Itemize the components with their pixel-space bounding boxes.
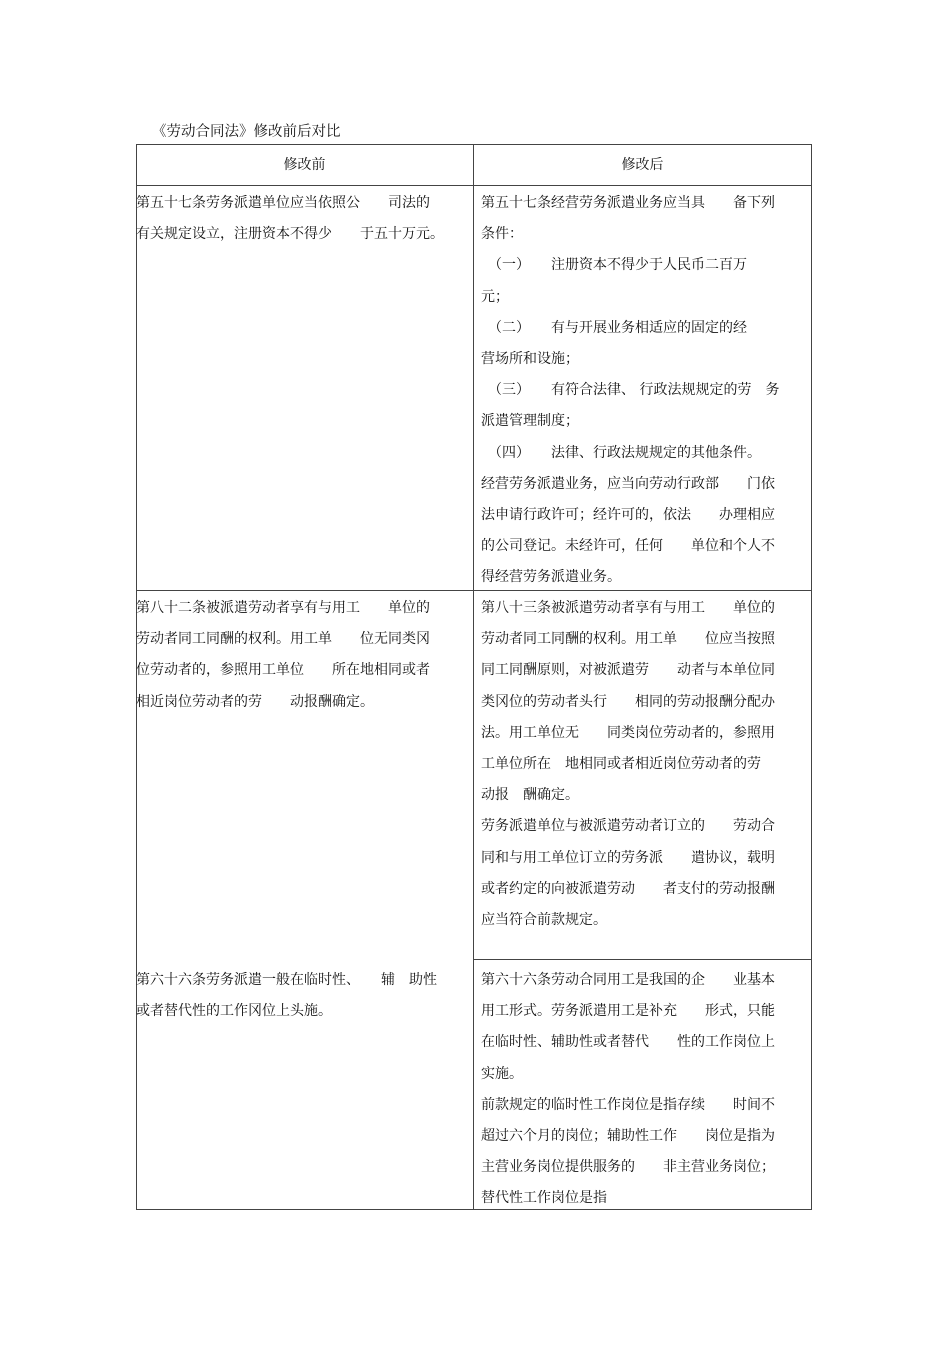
row1-before-cell <box>136 188 472 250</box>
text-line: 劳动者同工同酬的权利。用工单 位应当按照 <box>481 631 775 648</box>
text-line: 第八十二条被派遣劳动者享有与用工 单位的 <box>136 600 430 616</box>
text-line: 有关规定设立，注册资本不得少 于五十万元。 <box>136 226 444 243</box>
text-line: 条件： <box>481 226 523 243</box>
comparison-table <box>136 144 812 1210</box>
text-line: 法。用工单位无 同类岗位劳动者的，参照用 <box>481 724 775 741</box>
text-line: 劳动者同工同酬的权利。用工单 位无同类冈 <box>136 631 430 648</box>
text-line: （三） 有符合法律、 行政法规规定的劳 务 <box>481 382 780 399</box>
text-line: 动报 酬确定。 <box>481 787 579 804</box>
text-line: 的公司登记。未经许可，任何 单位和个人不 <box>481 538 775 555</box>
text-line: 用工形式。劳务派遣用工是补充 形式，只能 <box>481 1003 775 1020</box>
text-line: 得经营劳务派遣业务。 <box>481 569 621 586</box>
column-header-before: 修改前 <box>283 157 326 173</box>
table-border-top <box>136 144 812 145</box>
text-line: 同工同酬原则，对被派遣劳 动者与本单位同 <box>481 662 775 679</box>
table-column-divider <box>473 144 474 1210</box>
text-line: 工单位所在 地相同或者相近岗位劳动者的劳 <box>481 755 761 772</box>
text-line: （四） 法律、行政法规规定的其他条件。 <box>481 444 761 461</box>
text-line: 类冈位的劳动者头行 相同的劳动报酬分配办 <box>481 693 775 710</box>
text-line: 实施。 <box>481 1065 523 1082</box>
row1-after-cell <box>481 188 811 593</box>
text-line: 超过六个月的岗位；辅助性工作 岗位是指为 <box>481 1127 775 1144</box>
column-header-after: 修改后 <box>621 157 664 173</box>
text-line: 经营劳务派遣业务，应当向劳动行政部 门依 <box>481 475 775 492</box>
document-title: 《劳动合同法》修改前后对比 <box>152 124 341 140</box>
row2-after-cell <box>481 593 811 936</box>
row3-before-cell <box>136 965 472 1027</box>
row2-before-cell <box>136 593 472 718</box>
text-line: （一） 注册资本不得少于人民币二百万 <box>481 257 747 274</box>
text-line: 劳务派遣单位与被派遣劳动者订立的 劳动合 <box>481 818 775 835</box>
text-line: 营场所和设施； <box>481 350 579 367</box>
text-line: 应当符合前款规定。 <box>481 911 607 928</box>
text-line: 第五十七条劳务派遣单位应当依照公 司法的 <box>136 195 430 211</box>
text-line: 位劳动者的，参照用工单位 所在地相同或者 <box>136 662 430 679</box>
table-row-divider <box>473 959 812 960</box>
text-line: 或者约定的向被派遣劳动 者支付的劳动报酬 <box>481 880 775 897</box>
text-line: 或者替代性的工作冈位上头施。 <box>136 1003 332 1020</box>
text-line: 元； <box>481 288 509 305</box>
row3-after-cell <box>481 965 811 1215</box>
text-line: 第六十六条劳务派遣一般在临时性、 辅 助性 <box>136 972 437 988</box>
text-line: 在临时性、辅助性或者替代 性的工作岗位上 <box>481 1034 775 1051</box>
table-border-right <box>811 144 812 1210</box>
text-line: 法申请行政许可；经许可的，依法 办理相应 <box>481 506 775 523</box>
text-line: 主营业务岗位提供服务的 非主营业务岗位； <box>481 1159 775 1176</box>
text-line: 第八十三条被派遣劳动者享有与用工 单位的 <box>481 600 775 616</box>
text-line: 前款规定的临时性工作岗位是指存续 时间不 <box>481 1096 775 1113</box>
text-line: 同和与用工单位订立的劳务派 遣协议，载明 <box>481 849 775 866</box>
text-line: 派遣管理制度； <box>481 413 579 430</box>
text-line: 替代性工作岗位是指 <box>481 1190 607 1207</box>
text-line: 第五十七条经营劳务派遣业务应当具 备下列 <box>481 195 775 211</box>
table-header-divider <box>136 185 812 186</box>
text-line: 相近岗位劳动者的劳 动报酬确定。 <box>136 693 374 710</box>
text-line: 第六十六条劳动合同用工是我国的企 业基本 <box>481 972 775 988</box>
text-line: （二） 有与开展业务相适应的固定的经 <box>481 319 747 336</box>
